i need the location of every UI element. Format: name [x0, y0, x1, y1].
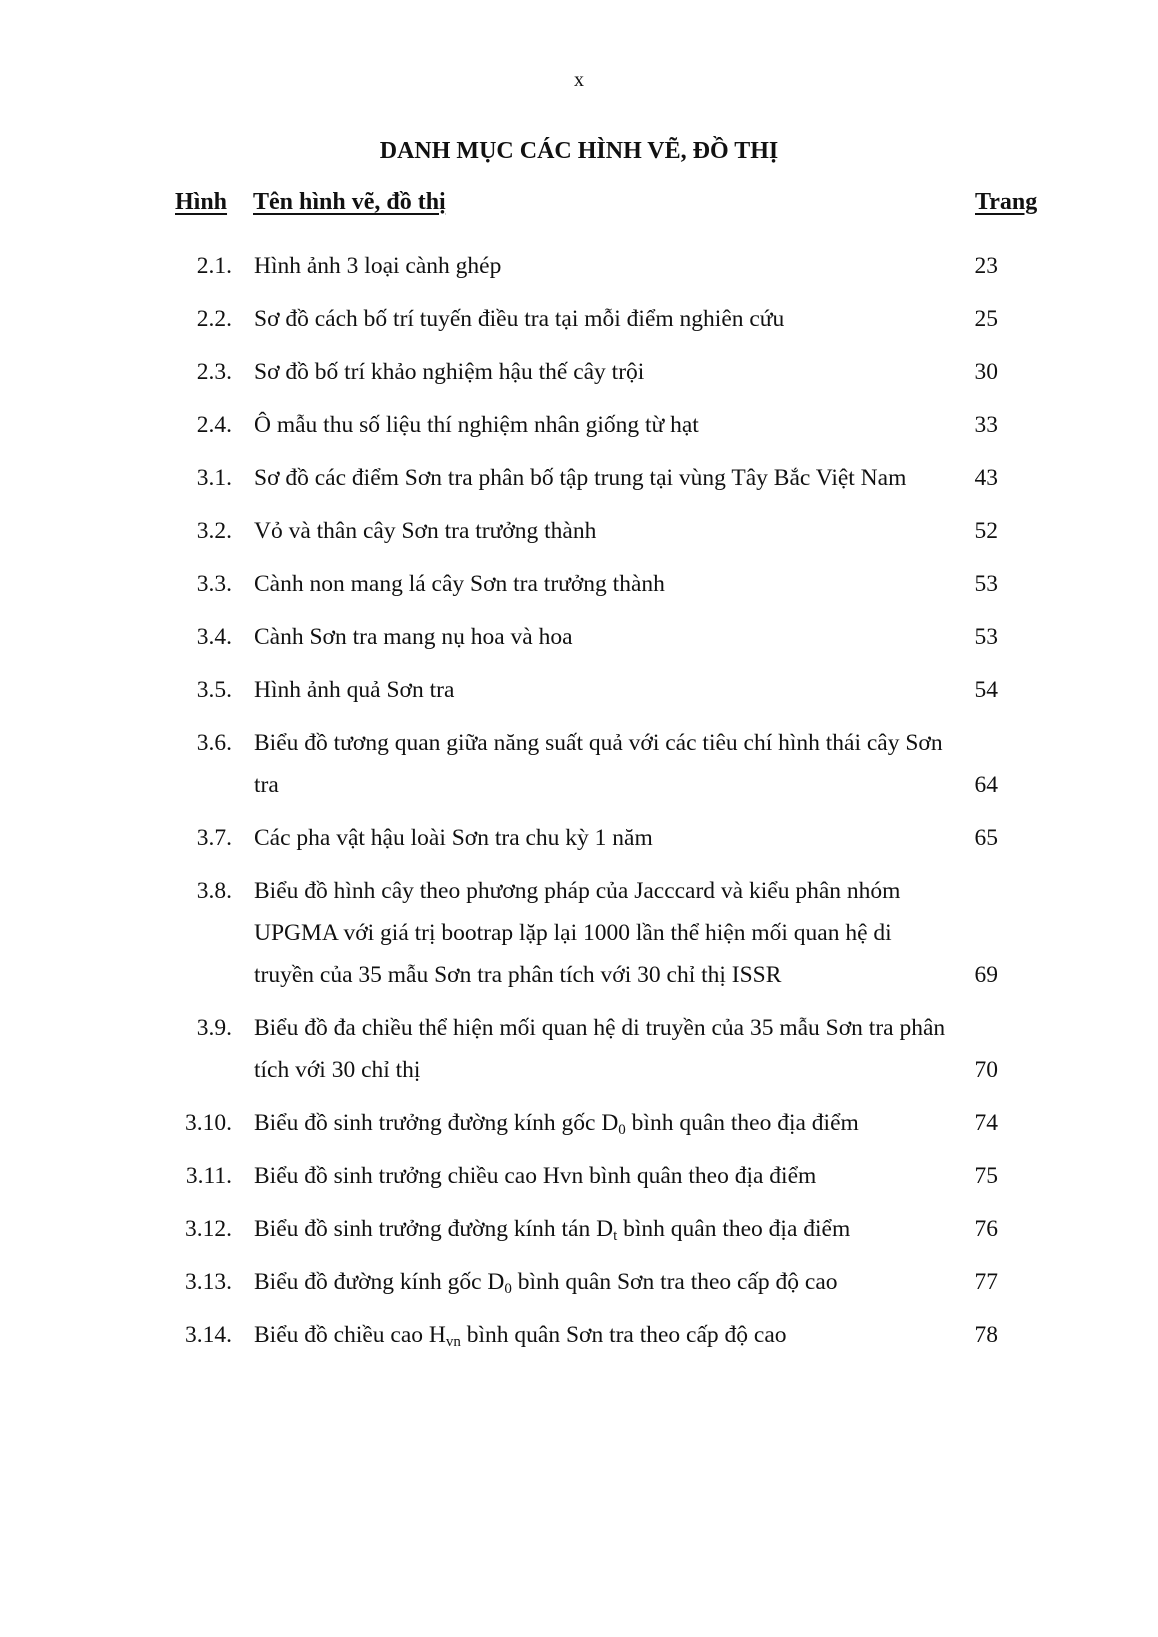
list-item	[0, 298, 1158, 340]
list-item	[0, 510, 1158, 552]
figure-number: 3.9.	[196, 1015, 232, 1041]
figure-number: 3.1.	[196, 465, 232, 491]
list-item	[0, 1102, 1158, 1144]
figure-title: Sơ đồ bố trí khảo nghiệm hậu thế cây trội	[254, 359, 645, 385]
table-header	[0, 186, 1158, 218]
figure-list	[0, 245, 1158, 1367]
list-item	[0, 351, 1158, 393]
list-item	[0, 1155, 1158, 1197]
list-item	[0, 616, 1158, 658]
list-item	[0, 245, 1158, 287]
figure-number: 3.10.	[185, 1110, 232, 1136]
list-item	[0, 457, 1158, 499]
figure-title: Biểu đồ hình cây theo phương pháp của Jacccard và kiểu phân nhóm UPGMA với giá trị bootrap lặp lại 1000 lần thể hiện mối quan hệ di truyền của 35 mẫu Sơn tra phân tích với 30 chỉ thị ISSR	[254, 878, 901, 988]
figure-title: Cành non mang lá cây Sơn tra trưởng thành	[254, 571, 665, 597]
list-item	[0, 404, 1158, 446]
figure-page: 75	[974, 1163, 998, 1189]
list-item	[0, 1007, 1158, 1091]
figure-number: 3.7.	[196, 825, 232, 851]
list-item	[0, 1314, 1158, 1356]
figure-page: 30	[974, 359, 998, 385]
figure-page: 33	[974, 412, 998, 438]
figure-page: 43	[974, 465, 998, 491]
list-item	[0, 1261, 1158, 1303]
figure-page: 70	[974, 1057, 998, 1083]
list-item	[0, 870, 1158, 996]
figure-title: Ô mẫu thu số liệu thí nghiệm nhân giống từ hạt	[254, 412, 699, 438]
figure-page: 54	[974, 677, 998, 703]
list-item	[0, 563, 1158, 605]
list-item	[0, 722, 1158, 806]
figure-number: 2.3.	[196, 359, 232, 385]
figure-page: 74	[974, 1110, 998, 1136]
figure-page: 53	[974, 624, 998, 650]
header-page: Trang	[975, 189, 1038, 215]
figure-title: Sơ đồ các điểm Sơn tra phân bố tập trung tại vùng Tây Bắc Việt Nam	[254, 465, 907, 491]
page-title: DANH MỤC CÁC HÌNH VẼ, ĐỒ THỊ	[379, 138, 779, 164]
figure-number: 2.1.	[196, 253, 232, 279]
figure-number: 2.4.	[196, 412, 232, 438]
figure-title: Biểu đồ sinh trưởng chiều cao Hvn bình quân theo địa điểm	[254, 1163, 817, 1189]
figure-number: 3.6.	[196, 730, 232, 756]
figure-title: Biểu đồ chiều cao $H_{vn}$ bình quân Sơn tra theo cấp độ cao	[254, 1322, 787, 1350]
figure-number: 3.2.	[196, 518, 232, 544]
figure-title: Biểu đồ sinh trưởng đường kính gốc $D_0$ bình quân theo địa điểm	[254, 1110, 859, 1138]
figure-number: 3.8.	[196, 878, 232, 904]
list-item	[0, 669, 1158, 711]
figure-number: 3.11.	[185, 1163, 232, 1189]
figure-page: 69	[974, 962, 998, 988]
figure-title: Biểu đồ tương quan giữa năng suất quả với các tiêu chí hình thái cây Sơn tra	[254, 730, 943, 798]
figure-title: Hình ảnh quả Sơn tra	[254, 677, 455, 703]
header-figure: Hình	[175, 189, 228, 215]
figure-number: 3.4.	[196, 624, 232, 650]
figure-title: Biểu đồ sinh trưởng đường kính tán $D_t$ bình quân theo địa điểm	[254, 1216, 851, 1244]
figure-number: 3.5.	[196, 677, 232, 703]
figure-title: Vỏ và thân cây Sơn tra trưởng thành	[254, 518, 597, 544]
page-number: x	[574, 69, 584, 91]
figure-title: Sơ đồ cách bố trí tuyến điều tra tại mỗi điểm nghiên cứu	[254, 306, 785, 332]
figure-page: 64	[974, 772, 998, 798]
list-item	[0, 817, 1158, 859]
figure-number: 2.2.	[196, 306, 232, 332]
figure-title: Biểu đồ đường kính gốc $D_0$ bình quân Sơn tra theo cấp độ cao	[254, 1269, 838, 1297]
figure-page: 53	[974, 571, 998, 597]
list-item	[0, 1208, 1158, 1250]
figure-title: Hình ảnh 3 loại cành ghép	[254, 253, 502, 279]
figure-page: 78	[974, 1322, 998, 1348]
figure-page: 25	[974, 306, 998, 332]
figure-number: 3.14.	[185, 1322, 232, 1348]
figure-page: 23	[974, 253, 998, 279]
figure-page: 76	[974, 1216, 998, 1242]
figure-number: 3.3.	[196, 571, 232, 597]
header-name: Tên hình vẽ, đồ thị	[253, 189, 446, 215]
figure-page: 77	[974, 1269, 998, 1295]
figure-title: Các pha vật hậu loài Sơn tra chu kỳ 1 năm	[254, 825, 653, 851]
figure-number: 3.12.	[185, 1216, 232, 1242]
figure-number: 3.13.	[185, 1269, 232, 1295]
figure-page: 65	[974, 825, 998, 851]
figure-page: 52	[974, 518, 998, 544]
figure-title: Cành Sơn tra mang nụ hoa và hoa	[254, 624, 573, 650]
figure-title: Biểu đồ đa chiều thể hiện mối quan hệ di truyền của 35 mẫu Sơn tra phân tích với 30 chỉ thị	[254, 1015, 946, 1083]
